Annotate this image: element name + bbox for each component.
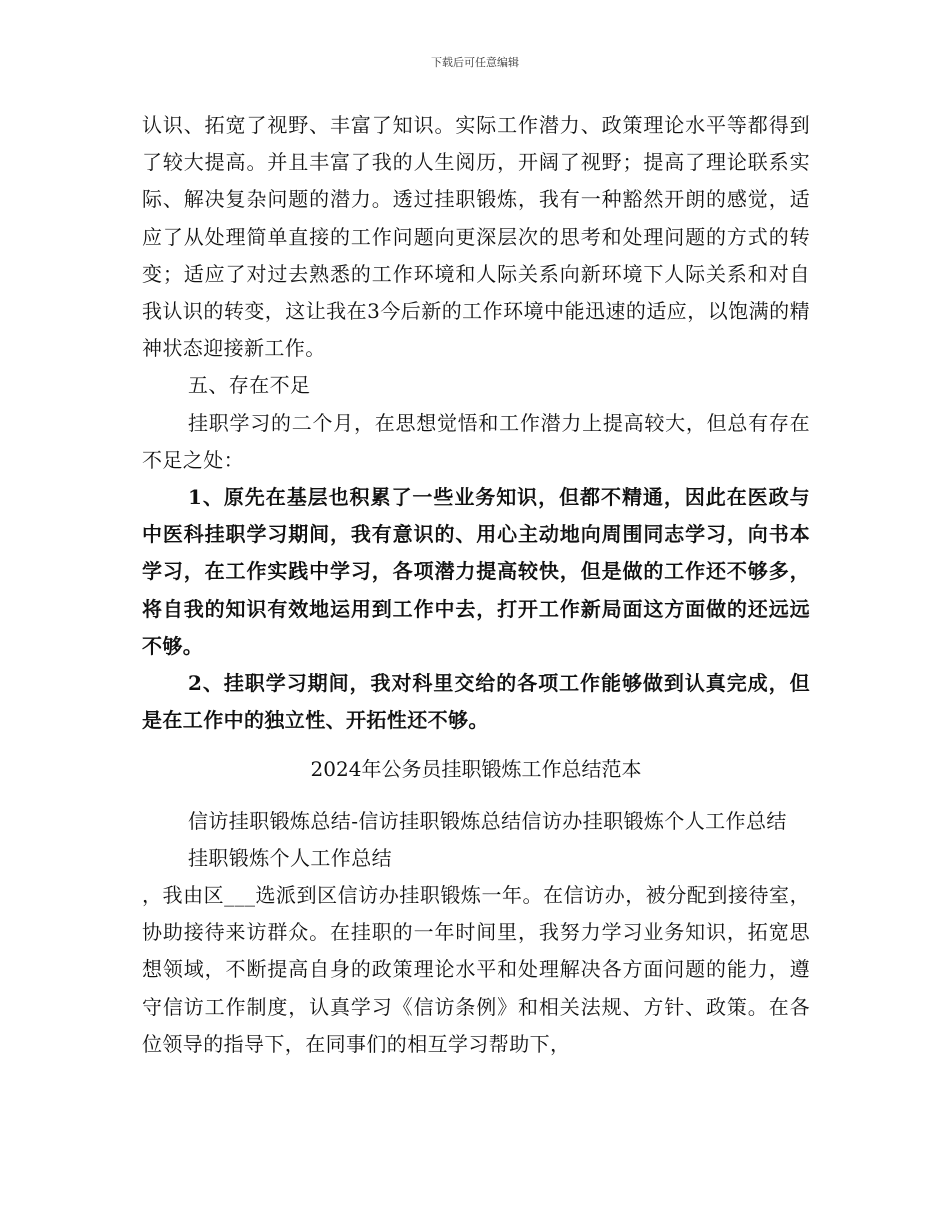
paragraph-6: 挂职锻炼个人工作总结: [188, 845, 392, 870]
section-heading-5: 五、存在不足: [188, 373, 311, 398]
paragraph-3: 1、原先在基层也积累了一些业务知识，但都不精通，因此在医政与中医科挂职学习期间，我有意识的、用心主动地向周围同志学习，向书本学习，在工作实践中学习，各项潜力提高较快，但是做的工作还不够多，将自我的知识有效地运用到工作中去，打开工作新局面这方面做的还远远不够。: [142, 485, 810, 658]
paragraph-7: ，我由区___选派到区信访办挂职锻炼一年。在信访办，被分配到接待室，协助接待来访群众。在挂职的一年时间里，我努力学习业务知识，拓宽思想领域，不断提高自身的政策理论水平和处理解决各方面问题的能力，遵守信访工作制度，认真学习《信访条例》和相关法规、方针、政策。在各位领导的指导下，在同事们的相互学习帮助下，: [142, 883, 810, 1056]
paragraph-5: 信访挂职锻炼总结-信访挂职锻炼总结信访办挂职锻炼个人工作总结: [188, 808, 787, 833]
document-title: 2024年公务员挂职锻炼工作总结范本: [310, 757, 642, 782]
page-header: 下载后可任意编辑: [431, 56, 519, 69]
paragraph-2: 挂职学习的二个月，在思想觉悟和工作潜力上提高较大，但总有存在不足之处：: [142, 410, 810, 472]
document-body: [142, 107, 810, 1063]
paragraph-1: 认识、拓宽了视野、丰富了知识。实际工作潜力、政策理论水平等都得到了较大提高。并且丰富了我的人生阅历，开阔了视野；提高了理论联系实际、解决复杂问题的潜力。透过挂职锻炼，我有一种豁然开朗的感觉，适应了从处理简单直接的工作问题向更深层次的思考和处理问题的方式的转变；适应了对过去熟悉的工作环境和人际关系向新环境下人际关系和对自我认识的转变，这让我在3今后新的工作环境中能迅速的适应，以饱满的精神状态迎接新工作。: [142, 113, 810, 361]
paragraph-4: 2、挂职学习期间，我对科里交给的各项工作能够做到认真完成，但是在工作中的独立性、开拓性还不够。: [142, 671, 810, 733]
